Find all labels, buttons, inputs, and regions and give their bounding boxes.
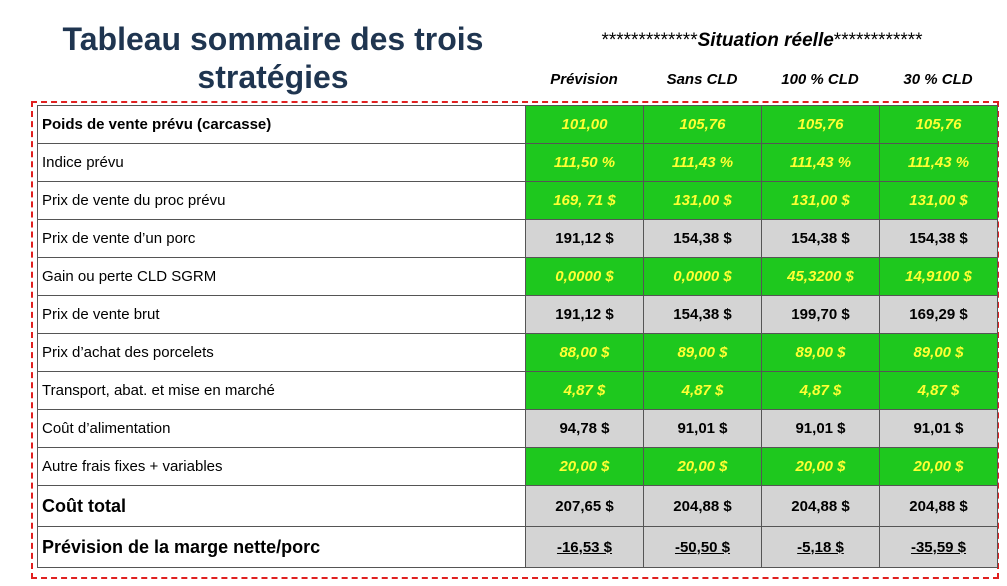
- table-cell: 154,38 $: [880, 220, 998, 258]
- table-row: [38, 527, 998, 568]
- table-cell: 191,12 $: [526, 220, 644, 258]
- table-cell: 111,43 %: [644, 144, 762, 182]
- row-label: Prix de vente brut: [38, 296, 526, 334]
- table-cell: [880, 527, 998, 568]
- table-cell: 199,70 $: [762, 296, 880, 334]
- table-cell: [762, 527, 880, 568]
- situation-stars-left: *************: [601, 30, 698, 51]
- row-label: Prévision de la marge nette/porc: [38, 527, 526, 568]
- table-cell: 204,88 $: [762, 486, 880, 527]
- table-cell: 105,76: [644, 106, 762, 144]
- table-cell: 204,88 $: [644, 486, 762, 527]
- row-label: Transport, abat. et mise en marché: [38, 372, 526, 410]
- row-label: Coût d’alimentation: [38, 410, 526, 448]
- table-row: [38, 258, 998, 296]
- net-margin-value: -50,50 $: [674, 538, 731, 556]
- table-cell: [644, 527, 762, 568]
- table-cell: 169,29 $: [880, 296, 998, 334]
- row-label: Prix de vente du proc prévu: [38, 182, 526, 220]
- page-title: Tableau sommaire des trois stratégies: [62, 21, 484, 95]
- table-cell: 0,0000 $: [526, 258, 644, 296]
- table-cell: 191,12 $: [526, 296, 644, 334]
- table-cell: 131,00 $: [644, 182, 762, 220]
- table-row: [38, 296, 998, 334]
- table-cell: 88,00 $: [526, 334, 644, 372]
- table-cell: 89,00 $: [762, 334, 880, 372]
- table-cell: 131,00 $: [880, 182, 998, 220]
- table-cell: 111,50 %: [526, 144, 644, 182]
- table-row: [38, 486, 998, 527]
- table-cell: 154,38 $: [644, 220, 762, 258]
- table-row: [38, 372, 998, 410]
- table-cell: 169, 71 $: [526, 182, 644, 220]
- table-cell: 91,01 $: [644, 410, 762, 448]
- situation-stars-right: ************: [833, 30, 923, 51]
- table-cell: 4,87 $: [644, 372, 762, 410]
- table-cell: 111,43 %: [762, 144, 880, 182]
- table-cell: 105,76: [762, 106, 880, 144]
- net-margin-value: -16,53 $: [556, 538, 613, 556]
- row-label: Indice prévu: [38, 144, 526, 182]
- row-label: Autre frais fixes + variables: [38, 448, 526, 486]
- table-row: [38, 410, 998, 448]
- table-cell: [526, 527, 644, 568]
- table-row: [38, 182, 998, 220]
- table-cell: 204,88 $: [880, 486, 998, 527]
- table-cell: 101,00: [526, 106, 644, 144]
- column-header-30-cld: 30 % CLD: [903, 71, 973, 88]
- table-cell: 154,38 $: [644, 296, 762, 334]
- net-margin-value: -5,18 $: [797, 538, 844, 556]
- situation-label: Situation réelle: [697, 30, 834, 51]
- table-cell: 0,0000 $: [644, 258, 762, 296]
- column-header-sans-cld: Sans CLD: [666, 71, 738, 88]
- table-cell: 14,9100 $: [880, 258, 998, 296]
- table-cell: 4,87 $: [880, 372, 998, 410]
- table-cell: 91,01 $: [880, 410, 998, 448]
- table-cell: 91,01 $: [762, 410, 880, 448]
- table-cell: 20,00 $: [762, 448, 880, 486]
- table-cell: 20,00 $: [880, 448, 998, 486]
- row-label: Poids de vente prévu (carcasse): [38, 106, 526, 144]
- table-cell: 94,78 $: [526, 410, 644, 448]
- row-label: Prix de vente d’un porc: [38, 220, 526, 258]
- table-cell: 4,87 $: [762, 372, 880, 410]
- table-row: [38, 448, 998, 486]
- situation-header: [527, 30, 997, 52]
- table-row: [38, 106, 998, 144]
- table-cell: 20,00 $: [526, 448, 644, 486]
- table-row: [38, 334, 998, 372]
- net-margin-value: -35,59 $: [910, 538, 967, 556]
- table-cell: 154,38 $: [762, 220, 880, 258]
- table-cell: 131,00 $: [762, 182, 880, 220]
- table-cell: 89,00 $: [644, 334, 762, 372]
- column-header-prevision: Prévision: [550, 71, 618, 88]
- table-row: [38, 220, 998, 258]
- table-cell: 45,3200 $: [762, 258, 880, 296]
- table-cell: 105,76: [880, 106, 998, 144]
- row-label: Coût total: [38, 486, 526, 527]
- summary-table: [37, 105, 998, 568]
- table-cell: 4,87 $: [526, 372, 644, 410]
- row-label: Prix d’achat des porcelets: [38, 334, 526, 372]
- table-row: [38, 144, 998, 182]
- column-header-100-cld: 100 % CLD: [781, 71, 859, 88]
- table-cell: 20,00 $: [644, 448, 762, 486]
- table-cell: 89,00 $: [880, 334, 998, 372]
- row-label: Gain ou perte CLD SGRM: [38, 258, 526, 296]
- table-cell: 111,43 %: [880, 144, 998, 182]
- table-cell: 207,65 $: [526, 486, 644, 527]
